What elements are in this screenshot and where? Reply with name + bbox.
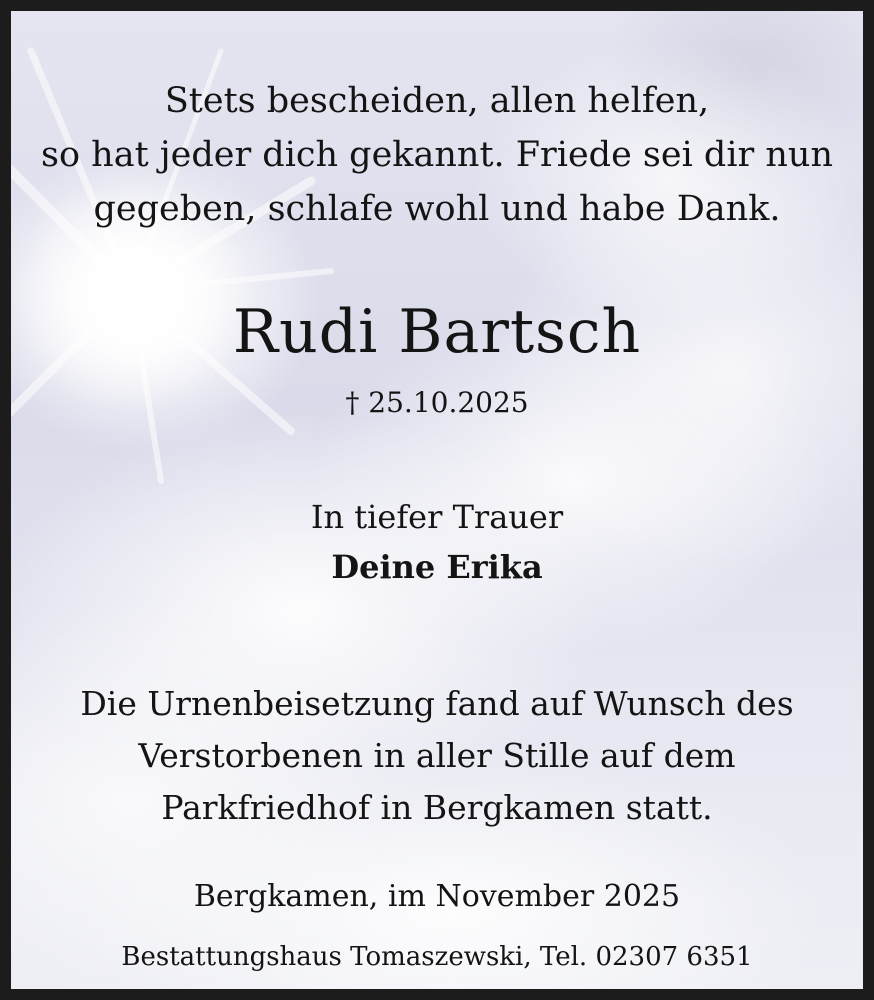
mourners-name: Deine Erika (331, 548, 543, 586)
mourning-phrase: In tiefer Trauer (310, 498, 564, 536)
info-line-3: Parkfriedhof in Bergkamen statt. (161, 788, 713, 827)
place-and-date: Bergkamen, im November 2025 (193, 879, 681, 914)
undertaker-contact: Bestattungshaus Tomaszewski, Tel. 02307 6351 (121, 942, 753, 972)
deceased-name: Rudi Bartsch (232, 297, 642, 367)
info-line-2: Verstorbenen in aller Stille auf dem (138, 736, 736, 775)
motto-line-2: so hat jeder dich gekannt. Friede sei dir nun (41, 135, 833, 175)
info-line-1: Die Urnenbeisetzung fand auf Wunsch des (80, 684, 794, 723)
motto-line-3: gegeben, schlafe wohl und habe Dank. (93, 189, 781, 229)
death-date: † 25.10.2025 (345, 386, 529, 419)
motto-line-1: Stets bescheiden, allen helfen, (164, 81, 710, 121)
